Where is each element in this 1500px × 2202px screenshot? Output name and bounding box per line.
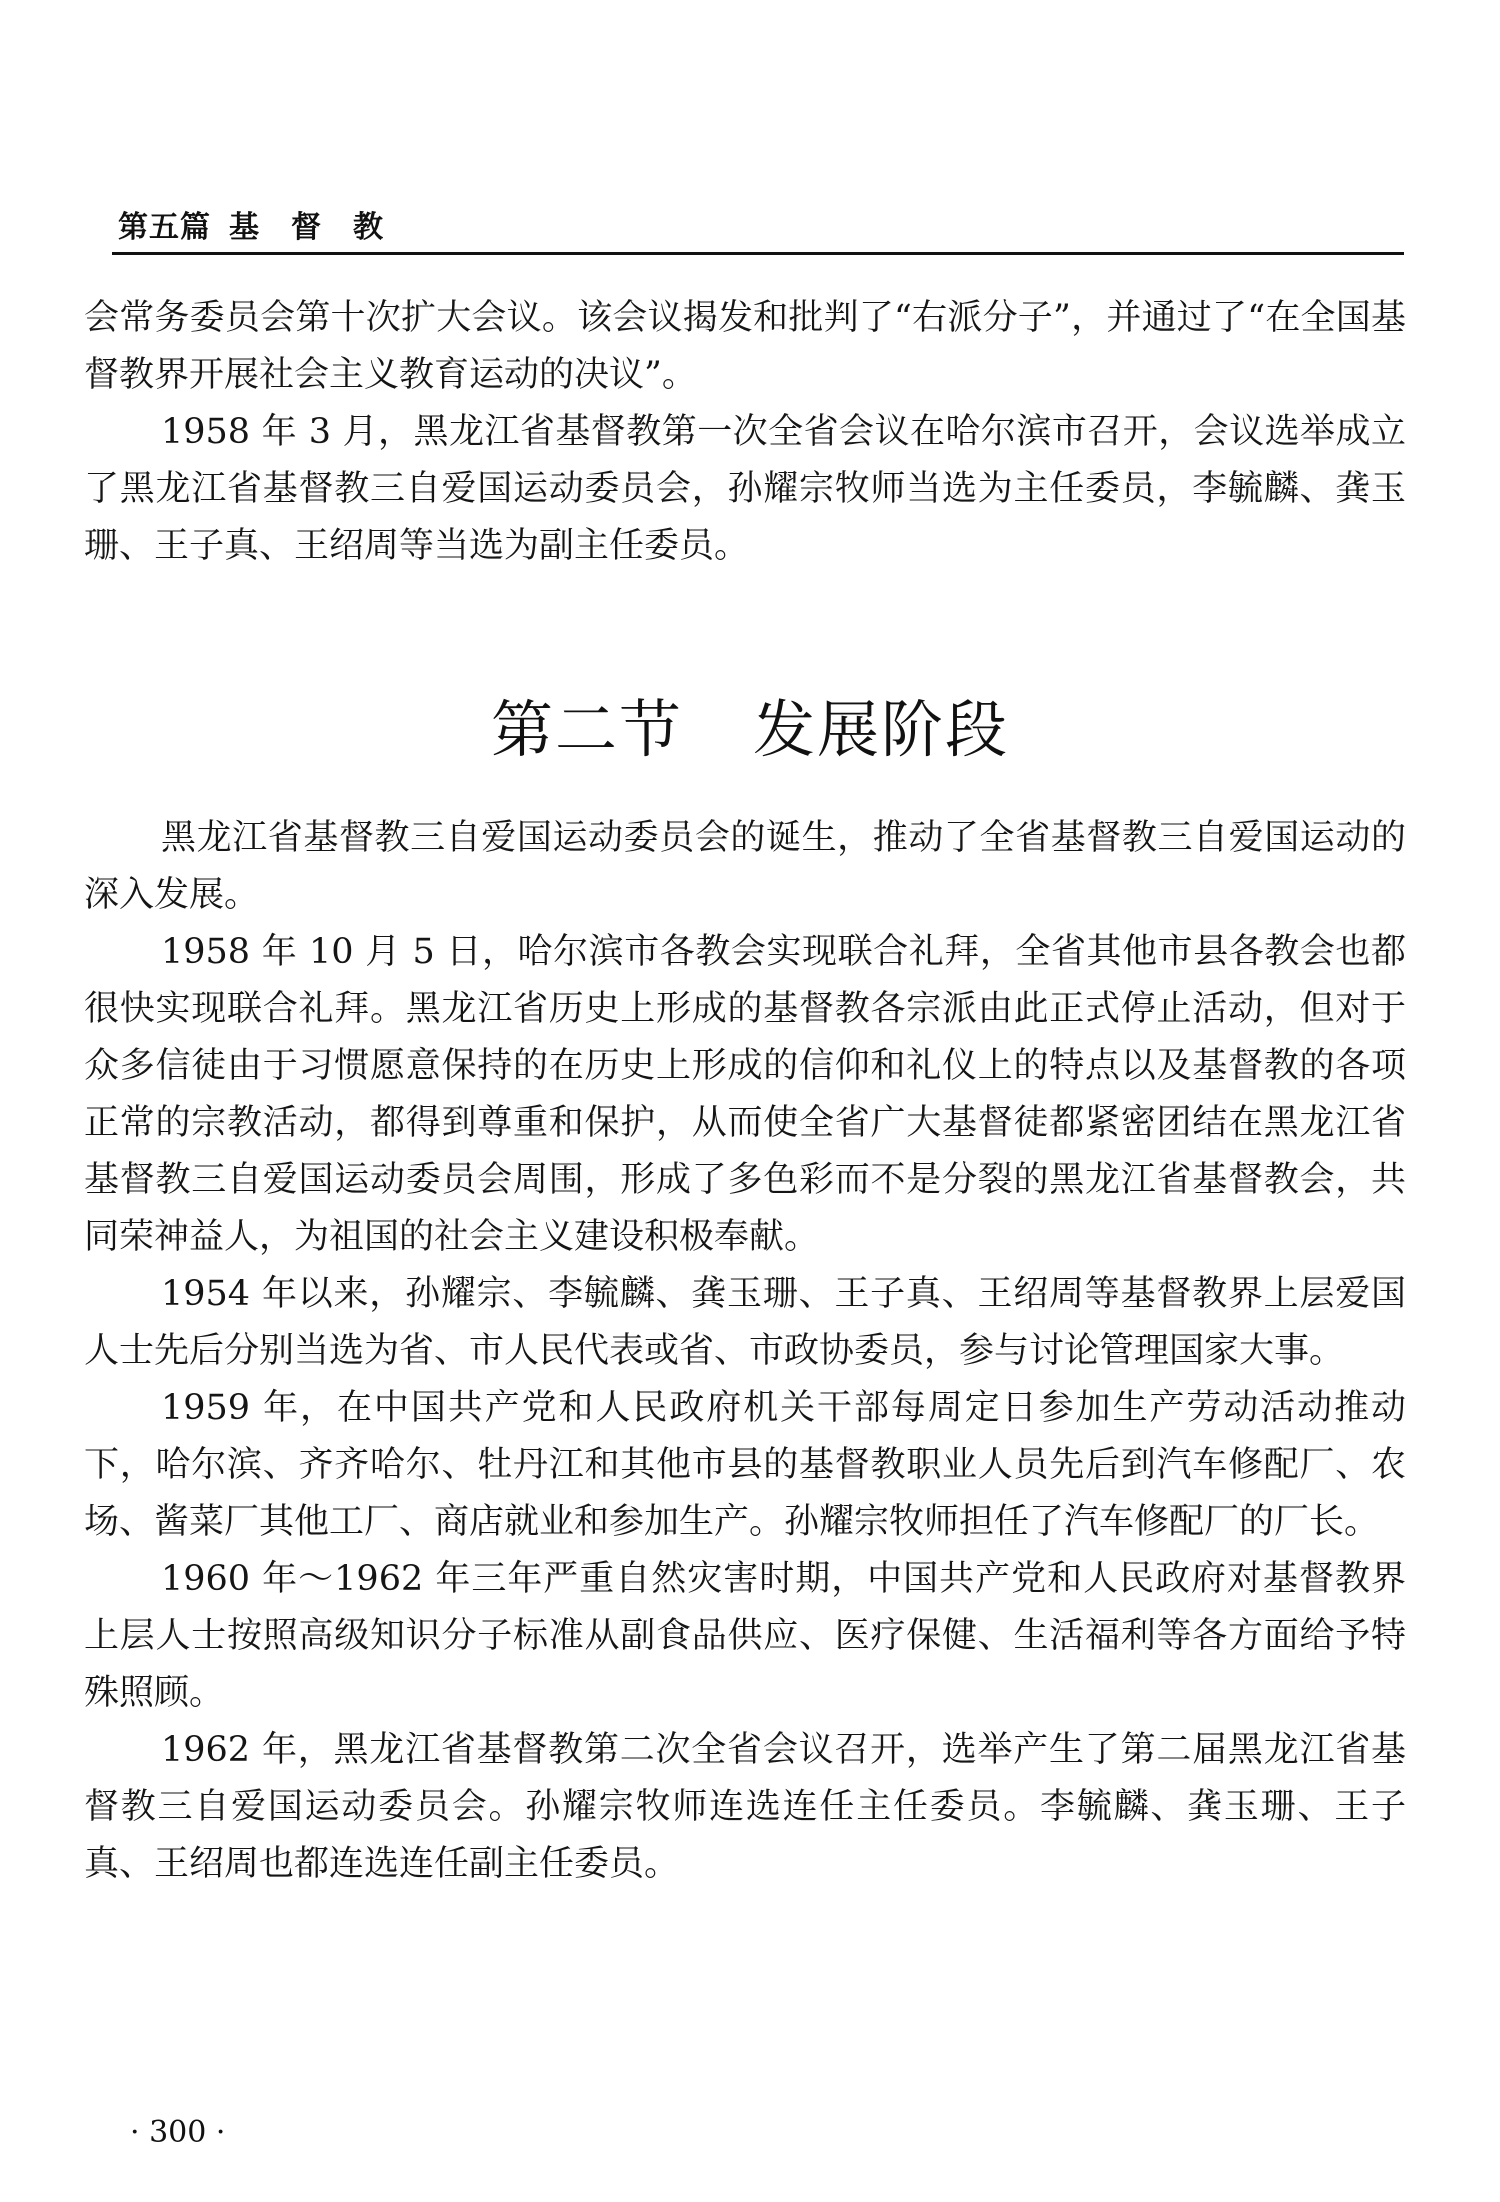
section-number: 第二节: [490, 693, 683, 766]
paragraph: 1962 年，黑龙江省基督教第二次全省会议召开，选举产生了第二届黑龙江省基督教三自爱国运动委员会。孙耀宗牧师连选连任主任委员。李毓麟、龚玉珊、王子真、王绍周也都连选连任副主任委员。: [84, 1730, 1406, 1884]
page-number: · 300 ·: [130, 2115, 226, 2150]
paragraph-continued: 会常务委员会第十次扩大会议。该会议揭发和批判了“右派分子”，并通过了“在全国基督教界开展社会主义教育运动的决议”。: [84, 298, 1406, 395]
running-head: [118, 202, 384, 246]
running-head-topic: 基 督 教: [229, 210, 384, 245]
section-title: 发展阶段: [753, 693, 1010, 766]
paragraph: 1960 年～1962 年三年严重自然灾害时期，中国共产党和人民政府对基督教界上层人士按照高级知识分子标准从副食品供应、医疗保健、生活福利等各方面给予特殊照顾。: [84, 1559, 1406, 1713]
header-rule: [112, 252, 1404, 255]
running-head-part: 第五篇: [118, 210, 211, 245]
paragraph: 1954 年以来，孙耀宗、李毓麟、龚玉珊、王子真、王绍周等基督教界上层爱国人士先后分别当选为省、市人民代表或省、市政协委员，参与讨论管理国家大事。: [84, 1274, 1406, 1371]
paragraph: 1959 年，在中国共产党和人民政府机关干部每周定日参加生产劳动活动推动下，哈尔滨、齐齐哈尔、牡丹江和其他市县的基督教职业人员先后到汽车修配厂、农场、酱菜厂其他工厂、商店就业和参加生产。孙耀宗牧师担任了汽车修配厂的厂长。: [84, 1388, 1406, 1542]
paragraph: 1958 年 3 月，黑龙江省基督教第一次全省会议在哈尔滨市召开，会议选举成立了黑龙江省基督教三自爱国运动委员会，孙耀宗牧师当选为主任委员，李毓麟、龚玉珊、王子真、王绍周等当选为副主任委员。: [84, 412, 1406, 566]
section-heading: [0, 690, 1500, 770]
paragraph: 1958 年 10 月 5 日，哈尔滨市各教会实现联合礼拜，全省其他市县各教会也都很快实现联合礼拜。黑龙江省历史上形成的基督教各宗派由此正式停止活动，但对于众多信徒由于习惯愿意保持的在历史上形成的信仰和礼仪上的特点以及基督教的各项正常的宗教活动，都得到尊重和保护，从而使全省广大基督徒都紧密团结在黑龙江省基督教三自爱国运动委员会周围，形成了多色彩而不是分裂的黑龙江省基督教会，共同荣神益人，为祖国的社会主义建设积极奉献。: [84, 932, 1406, 1257]
intro-text-block: [84, 290, 1406, 575]
paragraph: 黑龙江省基督教三自爱国运动委员会的诞生，推动了全省基督教三自爱国运动的深入发展。: [84, 818, 1406, 915]
section-text-block: [84, 810, 1406, 1893]
